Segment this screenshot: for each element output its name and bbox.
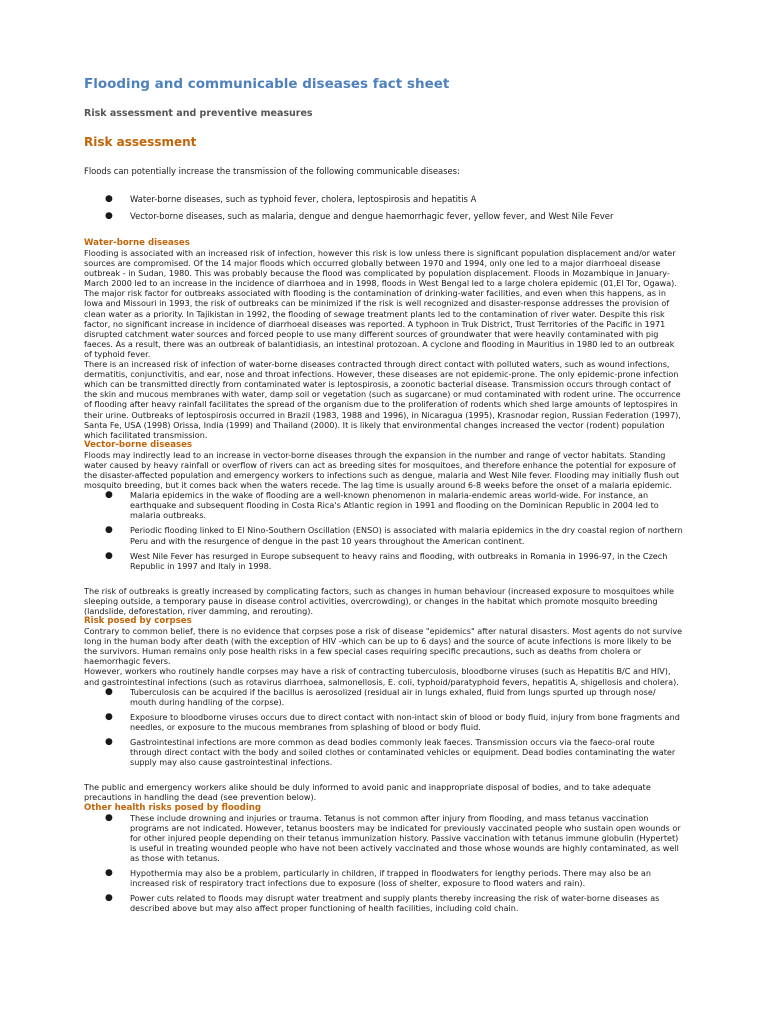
paragraph: Floods may indirectly lead to an increase in vector-borne diseases through the expansion in the number and range of vector habitats. Standing water caused by heavy rainfall or overflow of rivers can act as breeding sites for mosquitoes, and therefore enhance the potential for exposure of the disaster-affected population and emergency workers to infections such as dengue, malaria and West Nile fever. Flooding may initially flush out mosquito breeding, but it comes back when the waters recede. The lag time is usually around 6-8 weeks before the onset of a malaria epidemic. <box>84 449 680 491</box>
list-item-text: Water-borne diseases, such as typhoid fever, cholera, leptospirosis and hepatitis A <box>130 194 477 204</box>
bullet-icon: ● <box>105 893 113 904</box>
paragraph: Contrary to common belief, there is no evidence that corpses pose a risk of disease "epidemics" after natural disasters. Most agents do not survive long in the human body after death (with the exception of HIV -which can be up to 6 days) and the source of acute infections is more likely to be the survivors. Human remains only pose health risks in a few special cases requiring specific precautions, such as deaths from cholera or haemorrhagic fevers. <box>84 626 683 667</box>
other-risks-list <box>84 813 684 914</box>
bullet-icon: ● <box>105 867 113 878</box>
subheading-water-borne: Water-borne diseases <box>84 238 190 248</box>
list-item <box>84 490 684 520</box>
bullet-icon: ● <box>105 194 113 204</box>
list-item-text: Malaria epidemics in the wake of flooding are a well-known phenomenon in malaria-endemic areas world-wide. For instance, an earthquake and subsequent flooding in Costa Rica's Atlantic region in 1991 and flooding on the Dominican Republic in 2004 led to malaria outbreaks. <box>130 490 659 521</box>
list-item <box>84 893 684 913</box>
paragraph: The public and emergency workers alike should be duly informed to avoid panic and inappropriate disposal of bodies, and to take adequate precautions in handling the dead (see prevention below). <box>84 782 651 803</box>
paragraph: However, workers who routinely handle corpses may have a risk of contracting tuberculosis, bloodborne viruses (such as Hepatitis B/C and HIV), and gastrointestinal infections (such as rotavirus diarrhoea, salmonellosis, E. coli, typhoid/paratyphoid fevers, hepatitis A, shigellosis and cholera). <box>84 666 679 687</box>
vector-list <box>84 490 684 571</box>
subheading-corpses: Risk posed by corpses <box>84 616 192 627</box>
subheading-other-risks: Other health risks posed by flooding <box>84 802 262 813</box>
list-item <box>84 712 684 732</box>
paragraph: There is an increased risk of infection of water-borne diseases contracted through direct contact with polluted waters, such as wound infections, dermatitis, conjunctivitis, and ear, nose and throat infections. However, these diseases are not epidemic-prone. The only epidemic-prone infection which can be transmitted directly from contaminated water is leptospirosis, a zoonotic bacterial disease. Transmission occurs through contact of the skin and mucous membranes with water, damp soil or vegetation (such as sugarcane) or mud contaminated with rodent urine. The occurrence of flooding after heavy rainfall facilitates the spread of the organism due to the proliferation of rodents which shed large amounts of leptospires in their urine. Outbreaks of leptospirosis occurred in Brazil (1983, 1988 and 1996), in Nicaragua (1995), Krasnodar region, Russian Federation (1997), Santa Fe, USA (1998) Orissa, India (1999) and Thailand (2000). It is likely that environmental changes increased the vector (rodent) population which facilitated transmission. <box>84 359 681 440</box>
body-content <box>84 238 684 918</box>
bullet-icon: ● <box>105 525 113 536</box>
spacer <box>84 576 684 586</box>
list-item-text: Periodic flooding linked to El Nino-Southern Oscillation (ENSO) is associated with malaria epidemics in the dry coastal region of northern Peru and with the resurgence of dengue in the past 10 years throughout the American continent. <box>130 525 683 546</box>
bullet-icon: ● <box>105 686 113 697</box>
bullet-icon: ● <box>105 211 113 221</box>
bullet-icon: ● <box>105 737 113 748</box>
intro-text: Floods can potentially increase the transmission of the following communicable diseases: <box>84 166 460 176</box>
list-item <box>84 194 684 204</box>
section-heading-risk-assessment: Risk assessment <box>84 135 197 149</box>
spacer <box>84 772 684 782</box>
list-item-text: West Nile Fever has resurged in Europe subsequent to heavy rains and flooding, with outbreaks in Romania in 1996-97, in the Czech Republic in 1997 and Italy in 1998. <box>130 550 668 571</box>
list-item-text: Hypothermia may also be a problem, particularly in children, if trapped in floodwaters for lengthy periods. There may also be an increased risk of respiratory tract infections due to exposure (loss of shelter, exposure to flood waters and rain). <box>130 867 651 889</box>
list-item-text: Gastrointestinal infections are more common as dead bodies commonly leak faeces. Transmission occurs via the faeco-oral route through direct contact with the body and soiled clothes or contaminated vehicles or equipment. Dead bodies contaminating the water supply may also cause gastrointestinal infections. <box>130 737 676 768</box>
page-subtitle: Risk assessment and preventive measures <box>84 108 313 119</box>
list-item <box>84 551 684 571</box>
paragraph: Flooding is associated with an increased risk of infection, however this risk is low unless there is significant population displacement and/or water sources are compromised. Of the 14 major floods which occurred globally between 1970 and 1994, only one led to a major diarrhoeal disease outbreak - in Sudan, 1980. This was probably because the flood was complicated by population displacement. Floods in Mozambique in January-March 2000 led to an increase in the incidence of diarrhoea and in 1998, floods in West Bengal led to a large cholera epidemic (01,El Tor, Ogawa). <box>84 248 677 289</box>
list-item <box>84 525 684 545</box>
list-item-text: Exposure to bloodborne viruses occurs due to direct contact with non-intact skin of blood or body fluid, injury from bone fragments and needles, or exposure to the mucous membranes from splashing of blood or body fluid. <box>130 711 680 732</box>
bullet-icon: ● <box>105 550 113 561</box>
list-item-text: Power cuts related to floods may disrupt water treatment and supply plants thereby increasing the risk of water-borne diseases as described above but may also affect proper functioning of health facilities, including cold chain. <box>130 893 660 914</box>
bullet-icon: ● <box>105 490 113 501</box>
list-item-text: Vector-borne diseases, such as malaria, dengue and dengue haemorrhagic fever, yellow fever, and West Nile Fever <box>130 211 614 221</box>
bullet-icon: ● <box>105 711 113 722</box>
paragraph: The major risk factor for outbreaks associated with flooding is the contamination of drinking-water facilities, and even when this happens, as in Iowa and Missouri in 1993, the risk of outbreaks can be minimized if the risk is well recognized and disaster-response addresses the provision of clean water as a priority. In Tajikistan in 1992, the flooding of sewage treatment plants led to the contamination of river water. Despite this risk factor, no significant increase in incidence of diarrhoeal diseases was reported. A typhoon in Truk District, Trust Territories of the Pacific in 1971 disrupted catchment water sources and forced people to use many different sources of groundwater that were heavily contaminated with pig faeces. As a result, there was an outbreak of balantidiasis, an intestinal protozoan. A cyclone and flooding in Mauritius in 1980 led to an outbreak of typhoid fever. <box>84 288 675 359</box>
list-item <box>84 687 684 707</box>
list-item <box>84 211 684 221</box>
list-item <box>84 813 684 863</box>
corpses-list <box>84 687 684 768</box>
list-item-text: These include drowning and injuries or trauma. Tetanus is not common after injury from flooding, and mass tetanus vaccination programs are not indicated. However, tetanus boosters may be indicated for previously vaccinated people who sustain open wounds or for other injured people depending on their tetanus immunization history. Passive vaccination with tetanus immune globulin (Hypertet) is useful in treating wounded people who have not been actively vaccinated and those whose wounds are highly contaminated, as well as those with tetanus. <box>130 812 681 863</box>
paragraph: The risk of outbreaks is greatly increased by complicating factors, such as changes in human behaviour (increased exposure to mosquitoes while sleeping outside, a temporary pause in disease control activities, overcrowding), or changes in the habitat which promote mosquito breeding (landslide, deforestation, river damming, and rerouting). <box>84 585 674 616</box>
list-item <box>84 868 684 888</box>
disease-list <box>84 194 684 228</box>
list-item-text: Tuberculosis can be acquired if the bacillus is aerosolized (residual air in lungs exhaled, fluid from lungs spurted up through nose/ mouth during handling of the corpse). <box>130 686 656 707</box>
bullet-icon: ● <box>105 812 113 823</box>
list-item <box>84 737 684 767</box>
subheading-vector-borne: Vector-borne diseases <box>84 439 193 450</box>
page-title: Flooding and communicable diseases fact sheet <box>84 76 450 92</box>
